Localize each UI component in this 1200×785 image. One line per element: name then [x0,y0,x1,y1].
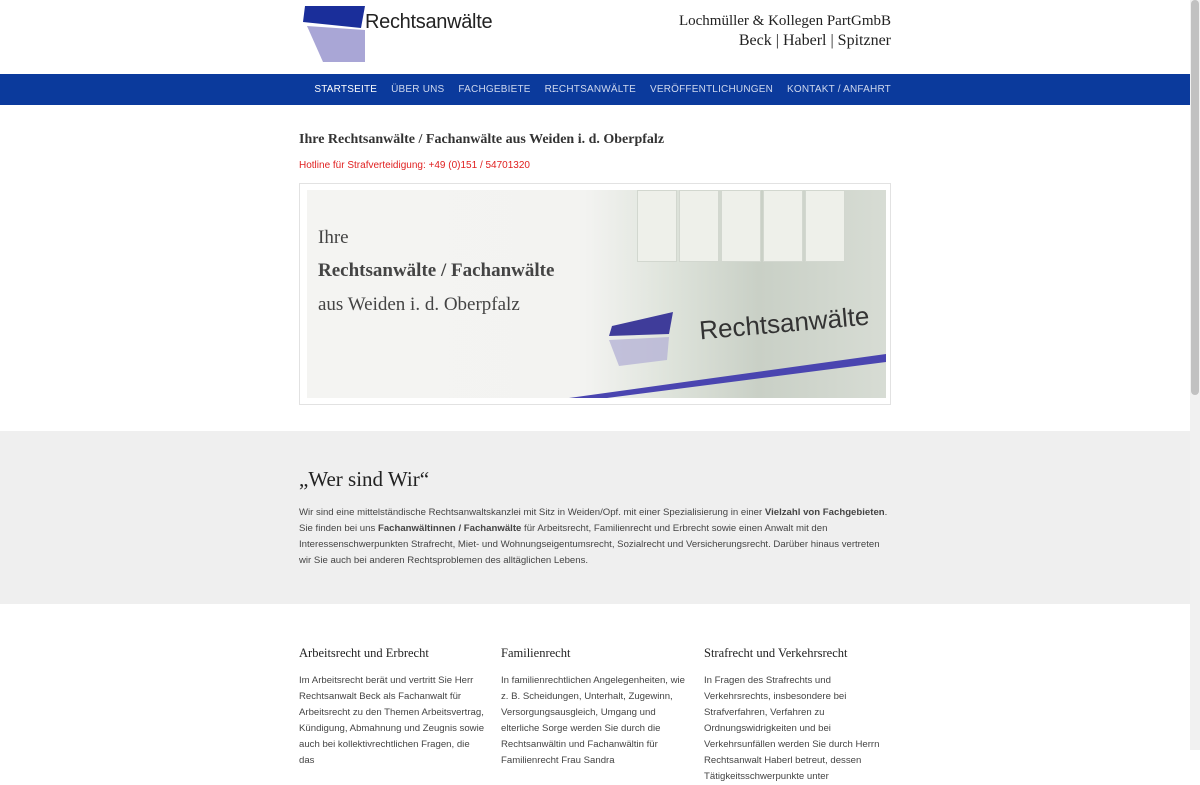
firm-name-line1: Lochmüller & Kollegen PartGmbB [678,13,891,29]
about-heading: „Wer sind Wir“ [299,467,430,491]
nav-item-kontakt[interactable]: KONTAKT / ANFAHRT [787,84,891,95]
practice-area-familienrecht [501,646,689,769]
practice-area-title[interactable]: Familienrecht [501,646,571,660]
nav-item-rechtsanwaelte[interactable]: RECHTSANWÄLTE [544,84,636,95]
intro-section [299,132,891,171]
hero-banner-frame [299,183,891,405]
practice-area-text: Im Arbeitsrecht berät und vertritt Sie Herr Rechtsanwalt Beck als Fachanwalt für Arbeitsrecht zu den Themen Arbeitsvertrag, Kündigung, Abmahnung und Zeugnis sowie auch bei kollektivrechtlichen Fragen, die das [299,675,485,766]
banner-line1: Ihre [318,227,349,248]
main-nav [0,74,1190,105]
nav-item-startseite[interactable]: STARTSEITE [314,84,378,95]
practice-area-text: In Fragen des Strafrechts und Verkehrsrechts, insbesondere bei Strafverfahren, Verfahren zu Ordnungswidrigkeiten und bei Verkehrsunfällen werden Sie durch Herrn Rechtsanwalt Haberl betreut, dessen Tätigkeitsschwerpunkte unter [704,675,880,782]
practice-area-title[interactable]: Arbeitsrecht und Erbrecht [299,646,429,660]
banner-sign-text: Rechtsanwälte [697,300,871,346]
page-scrollbar[interactable] [1190,0,1200,750]
site-logo[interactable] [303,6,493,62]
about-text-part3: für Arbeitsrecht, Familienrecht und Erbrecht sowie einen Anwalt mit den Interessenschwerpunkten Strafrecht, Miet- und Wohnungseigentumsrecht, Sozialrecht und Versicherungsrecht. Darüber hinaus vertreten wir Sie auch bei anderen Rechtsproblemen des alltäglichen Lebens. [299,523,880,566]
practice-area-strafrecht [704,646,892,785]
about-text [299,505,893,569]
banner-line2: Rechtsanwälte / Fachanwälte [318,260,555,281]
firm-name [679,12,891,51]
practice-area-text: In familienrechtlichen Angelegenheiten, wie z. B. Scheidungen, Unterhalt, Zugewinn, Versorgungsausgleich, Umgang und elterliche Sorge werden Sie durch die Rechtsanwältin und Fachanwältin für Familienrecht Frau Sandra [501,675,686,766]
about-bold-fachanwaelte: Fachanwältinnen / Fachanwälte [377,523,522,534]
about-text-part2: . Sie finden bei uns [299,507,888,534]
site-header [0,0,1190,74]
scrollbar-thumb[interactable] [1191,0,1199,395]
about-bold-fachgebiete: Vielzahl von Fachgebieten [764,507,885,518]
nav-item-fachgebiete[interactable]: FACHGEBIETE [458,84,531,95]
about-text-part1: Wir sind eine mittelständische Rechtsanwaltskanzlei mit Sitz in Weiden/Opf. mit einer Spezialisierung in einer [299,507,765,518]
firm-name-line2: Beck | Haberl | Spitzner [738,32,891,49]
nav-item-veroeffentlichungen[interactable]: VERÖFFENTLICHUNGEN [649,84,774,95]
about-section [0,431,1190,604]
logo-text: Rechtsanwälte [365,11,493,33]
hotline-text: Hotline für Strafverteidigung: +49 (0)151 / 54701320 [299,160,530,171]
page-title: Ihre Rechtsanwälte / Fachanwälte aus Weiden i. d. Oberpfalz [299,132,665,147]
hero-banner-image [307,190,886,398]
nav-item-ueber-uns[interactable]: ÜBER UNS [391,84,445,95]
practice-area-arbeitsrecht [299,646,487,769]
banner-line3: aus Weiden i. d. Oberpfalz [318,294,520,315]
practice-area-title[interactable]: Strafrecht und Verkehrsrecht [704,646,848,660]
